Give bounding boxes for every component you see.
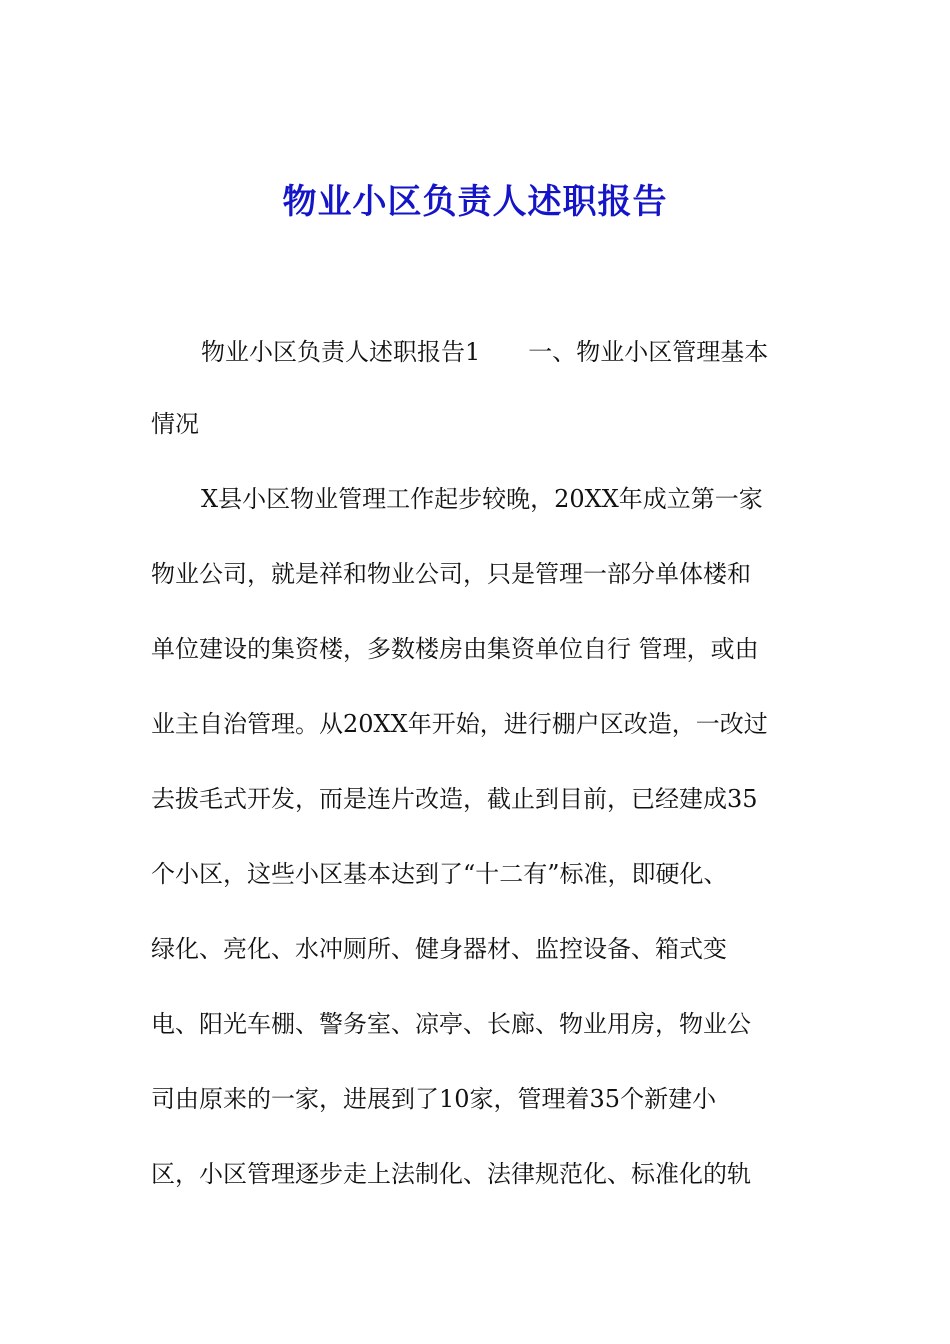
- document-title: 物业小区负责人述职报告: [282, 182, 668, 222]
- body-line: 单位建设的集资楼，多数楼房由集资单位自行 管理，或由: [151, 635, 759, 663]
- body-line: 绿化、亮化、水冲厕所、健身器材、监控设备、箱式变: [151, 935, 727, 963]
- body-line: 区，小区管理逐步走上法制化、法律规范化、标准化的轨: [151, 1160, 751, 1188]
- body-line: X县小区物业管理工作起步较晚，20XX年成立第一家: [201, 485, 763, 513]
- body-line: 情况: [151, 410, 199, 438]
- body-line: 个小区，这些小区基本达到了“十二有”标准，即硬化、: [151, 860, 728, 888]
- body-line: 物业小区负责人述职报告1 一、物业小区管理基本: [201, 338, 769, 366]
- body-line: 业主自治管理。从20XX年开始，进行棚户区改造，一改过: [151, 710, 768, 738]
- body-line: 物业公司，就是祥和物业公司，只是管理一部分单体楼和: [151, 560, 751, 588]
- body-line: 电、阳光车棚、警务室、凉亭、长廊、物业用房，物业公: [151, 1010, 751, 1038]
- body-line: 去拔毛式开发，而是连片改造，截止到目前，已经建成35: [151, 785, 758, 813]
- body-line: 司由原来的一家，进展到了10家，管理着35个新建小: [151, 1085, 717, 1113]
